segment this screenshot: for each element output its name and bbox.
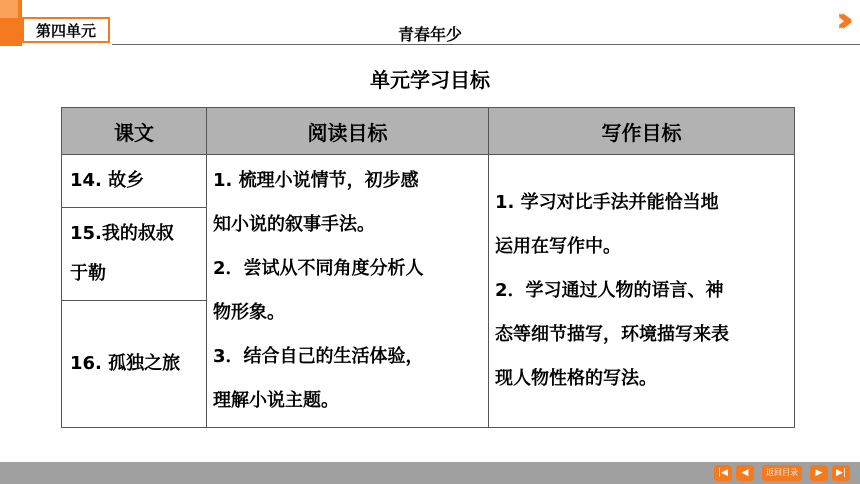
writing-line: 2．学习通过人物的语言、神 [495,280,724,301]
header-reading: 阅读目标 [207,108,489,155]
footer-nav [714,465,850,481]
lesson-cell [62,301,207,428]
back-to-contents-button[interactable]: 返回目录 [762,465,802,481]
next-page-icon[interactable]: ▶ [810,465,828,481]
lesson-16: 16. 孤独之旅 [70,353,181,374]
lesson-cell [62,155,207,208]
lesson-cell [62,208,207,301]
reading-line: 物形象。 [213,302,285,323]
writing-line: 态等细节描写，环境描写来表 [495,324,729,345]
chevron-double-right-icon[interactable]: › › › [835,0,842,40]
first-page-icon[interactable]: |◀ [714,465,732,481]
page-title: 青春年少 [397,25,462,44]
writing-line: 现人物性格的写法。 [495,368,657,389]
section-title: 单元学习目标 [370,68,490,92]
lesson-15-line1: 15.我的叔叔 [70,223,174,244]
writing-line: 1. 学习对比手法并能恰当地 [495,192,719,213]
last-page-icon[interactable]: ▶| [832,465,850,481]
corner-highlight [0,0,18,18]
goals-table [61,107,795,428]
reading-line: 2．尝试从不同角度分析人 [213,258,424,279]
lesson-14: 14. 故乡 [70,170,145,191]
header-divider [112,44,860,45]
reading-line: 1. 梳理小说情节，初步感 [213,170,419,191]
writing-line: 运用在写作中。 [495,236,621,257]
reading-line: 3．结合自己的生活体验， [213,346,424,367]
reading-line: 理解小说主题。 [213,390,339,411]
reading-line: 知小说的叙事手法。 [213,214,375,235]
table-row [62,155,795,208]
lesson-15-line2: 于勒 [70,263,106,284]
prev-page-icon[interactable]: ◀ [736,465,754,481]
header-writing: 写作目标 [489,108,795,155]
header-lesson: 课文 [62,108,207,155]
writing-goals-cell [489,155,795,428]
table-header-row [62,108,795,155]
unit-label: 第四单元 [22,17,110,43]
reading-goals-cell [207,155,489,428]
